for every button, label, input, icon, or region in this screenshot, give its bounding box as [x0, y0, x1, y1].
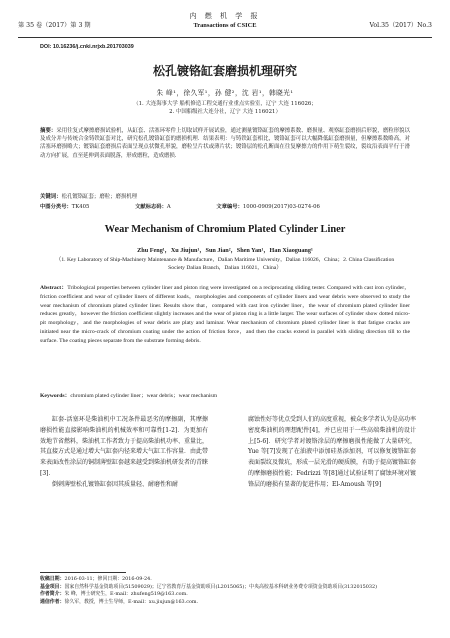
affiliations-cn [0, 100, 450, 116]
abstract-cn-label: 摘要： [40, 128, 57, 134]
body-column-right [248, 415, 416, 491]
classification-line [40, 202, 410, 210]
keywords-en-text: chromium plated cylinder liner；wear debris；wear mechanism [70, 393, 218, 399]
doi: DOI: 10.16236/j.cnki.nrjxb.201703039 [40, 44, 134, 50]
footnote-label: 通信作者： [40, 598, 65, 605]
document-code [135, 204, 193, 210]
abstract-cn [40, 127, 410, 160]
footnote-author [40, 591, 410, 599]
footnote-label: 基金项目： [40, 583, 65, 590]
article-number [216, 204, 341, 210]
affiliations-en: （1. Key Laboratory of Ship-Machinery Maintenance & Manufacture，Dalian Maritime University，Dalian 116026，China；2. China Classification Society Dalian Branch，Dalian 116021，China） [55, 257, 395, 272]
footnote-label: 作者简介： [40, 591, 65, 598]
title-cn: 松孔镀铬缸套磨损机理研究 [152, 64, 297, 78]
authors-en: Zhu Feng¹，Xu Jiujun¹，Sun Jian²，Shen Yan¹，Han Xiaoguang¹ [137, 247, 313, 254]
clc-number [40, 204, 111, 210]
header-journal-en: Transactions of CSICE [193, 22, 257, 29]
body-column-left [40, 415, 208, 491]
footnote-label: 收稿日期： [40, 576, 65, 582]
header-issue-en: Vol.35（2017）No.3 [369, 22, 432, 29]
keywords-en-label: Keywords： [40, 393, 71, 399]
footnote-received [40, 576, 410, 584]
abstract-en [40, 284, 410, 346]
article-number-value: 1000-0909(2017)03-0274-06 [242, 204, 320, 210]
body-paragraph: 腐蚀性好等优点受到人们的高度重视，被众多学者认为是高功率密度柴油机的理想配件[4]，并已应用于一些高端柴油机的设计上[5-6]．研究学者对镀铬涂层的摩擦磨损性能做了大量研究，Yue 等[7]发现了在油液中添加硅基添加剂，可以修复镀铬缸套表面裂纹及微坑，形成一层光滑的硬质膜，有助于提高镀铬缸套的摩擦磨损性能；Fedrizzi 等[8]通过试验证明了腐蚀环境对镀铬层的磨损有显著的促进作用；El-Amoush 等[9] [248, 416, 417, 488]
affiliation-cn-line: 2. 中国船级社大连分社，辽宁 大连 116021） [169, 109, 281, 115]
keywords-cn [40, 193, 410, 201]
abstract-en-text: Tribological properties between cylinder liner and piston ring were investigated on a reciprocating sliding tester. Compared with cast iron cylinder，friction coefficient and wear of cylinder liners of different loads，morphologies and components of cylinder liners and wear debris were observed to study the wear mechanism of chromium plated cylinder liner. Results show that，compared with cast iron cylinder liner，the wear of chromium plated cylinder liner reduces greatly，however the friction coefficient slightly increases and the wear of piston ring is a little larger. The wear surfaces of cylinder show dotted micro-pit morphology，and the morphologies of wear debris are platy and laminar. Wear mechanism of chromium plated cylinder liner is that fatigue cracks are initiated near the micro-crack of chromium coating under the action of friction force，and then the cracks extend in parallel with sliding direction till to the surface. The coating pieces separate from the substrate forming debris. [40, 285, 410, 344]
body-paragraph: 倒刺薄壁松孔镀铬缸套因其质量轻、耐磨性和耐 [52, 480, 179, 488]
keywords-cn-text: 松孔镀铬缸套；磨粒；磨损机理 [61, 194, 138, 200]
document-code-value: A [166, 204, 171, 210]
clc-label: 中图分类号： [40, 204, 72, 210]
affiliation-cn-line: （1. 大连海事大学 船机修造工程交通行业重点实验室，辽宁 大连 116026； [133, 101, 317, 107]
authors-cn: 朱 峰¹，徐久军¹，孙 健²，沈 岩¹，韩晓光¹ [156, 89, 294, 97]
keywords-cn-label: 关键词： [40, 194, 62, 200]
abstract-cn-text: 采用往复式摩擦磨损试验机，从缸套、活塞环零件上切取试样开展试验，通过测量镀铬缸套的摩擦系数、磨损量、观察缸套磨损后形貌，磨粒形貌以及成分并与传统合金铸铁缸套对比，研究松孔镀铬缸套的磨损机理．结果表明：与铸铁缸套相比，镀铬缸套可以大幅降低缸套磨损量，但摩擦系数略高，对活塞环磨损略大；镀铬缸套磨损后表面呈现点状微孔形貌，磨粒呈片状或薄片状；镀铬层的松孔断面在往复摩擦力的作用下萌生裂纹，裂纹沿表面平行于滑动方向扩展，直至延伸到表面脱落，形成磨粒，造成磨损． [40, 128, 410, 159]
footnote-text: 国家自然科学基金资助项目(51509029)；辽宁省教育厅基金资助项目(L2015065)；中央高校基本科研业务费专项资金资助项目(3132015032) [64, 583, 378, 590]
footnote-text: 徐久军，教授，博士生导师，E-mail：xu.jiujun@163.com. [64, 598, 199, 605]
header-journal-cn: 内 燃 机 学 报 [189, 12, 261, 20]
article-number-label: 文章编号： [216, 204, 243, 210]
footnote-text: 2016-03-11；修回日期：2016-09-24. [64, 576, 152, 582]
header-rule [18, 37, 432, 38]
abstract-en-label: Abstract： [40, 285, 68, 291]
document-code-label: 文献标志码： [135, 204, 167, 210]
header-issue-cn: 第 35 卷（2017）第 3 期 [18, 22, 91, 29]
body-paragraph: 缸套-活塞环是柴油机中工况条件最恶劣的摩擦副，其摩擦磨损性能直接影响柴油机的机械效率和可靠性[1-2]．为更加有效地节省燃料，柴油机工作者致力于提高柴油机功率、重量比，其直接方式是通过增大气缸套内径来增大气缸工作容量．由此带来表面改性涂层的铜制薄壁缸套越来越受到柴油机研发者的青睐[3]． [40, 416, 209, 477]
clc-value: TK405 [71, 204, 90, 210]
running-header [18, 8, 432, 36]
footnote-corresponding [40, 599, 410, 607]
title-en: Wear Mechanism of Chromium Plated Cylinder Liner [104, 224, 346, 235]
footnotes [40, 576, 410, 606]
footnote-text: 朱 峰，博士研究生，E-mail：zhufeng519@163.com. [64, 591, 188, 598]
keywords-en [40, 392, 410, 400]
footnote-rule [40, 572, 126, 573]
